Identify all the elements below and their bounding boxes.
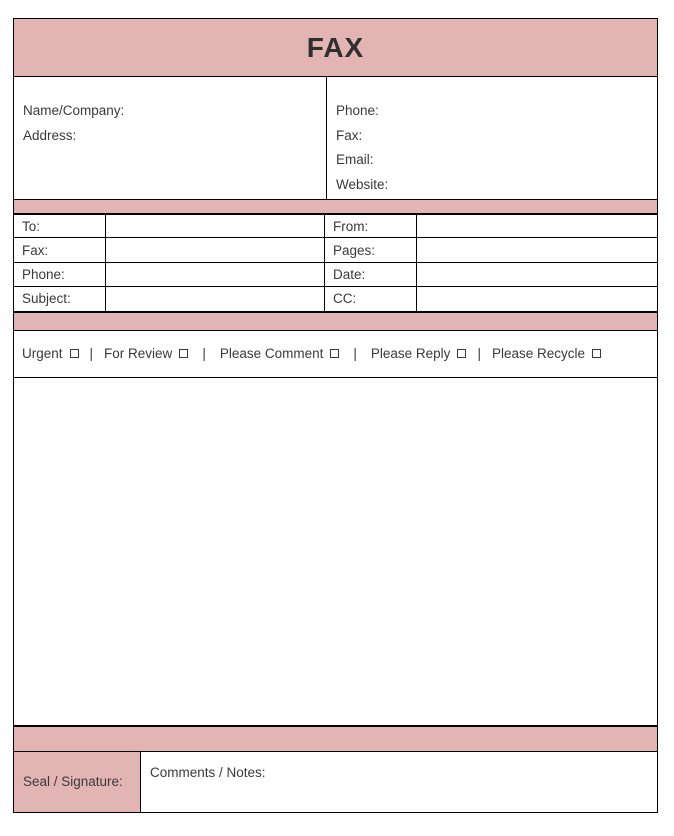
comments-notes-label: Comments / Notes:: [150, 764, 266, 780]
field-phone[interactable]: Phone:: [336, 103, 379, 118]
option-please-comment-label: Please Comment: [219, 346, 324, 362]
field-email[interactable]: Email:: [336, 152, 374, 167]
option-please-reply-label: Please Reply: [370, 346, 451, 362]
table-row: [14, 287, 657, 311]
option-please-recycle[interactable]: [492, 346, 601, 361]
input-fax[interactable]: [106, 238, 325, 261]
label-from: From:: [325, 215, 417, 237]
checkbox-icon[interactable]: [457, 349, 466, 358]
input-from[interactable]: [417, 215, 657, 237]
footer-section: [13, 752, 658, 813]
input-date[interactable]: [417, 263, 657, 286]
message-body-area[interactable]: [13, 378, 658, 726]
document-title-band: [13, 18, 658, 76]
input-to[interactable]: [106, 215, 325, 237]
input-cc[interactable]: [417, 287, 657, 310]
option-for-review[interactable]: [104, 346, 188, 361]
option-please-recycle-label: Please Recycle: [491, 346, 585, 362]
checkbox-icon[interactable]: [592, 349, 601, 358]
option-please-reply[interactable]: [371, 346, 467, 361]
label-cc: CC:: [325, 287, 417, 310]
input-phone[interactable]: [106, 263, 325, 286]
label-fax: Fax:: [14, 238, 106, 261]
table-row: [14, 238, 657, 262]
section-divider-middle: [13, 312, 658, 331]
page-title: FAX: [306, 31, 365, 63]
section-divider-lower: [13, 726, 658, 752]
option-separator: |: [353, 346, 357, 362]
checkbox-icon[interactable]: [70, 349, 79, 358]
fax-cover-sheet: [13, 18, 658, 813]
recipient-details-grid: [13, 214, 658, 312]
option-separator: |: [89, 346, 94, 362]
label-date: Date:: [325, 263, 417, 286]
label-to: To:: [14, 215, 106, 237]
field-website[interactable]: Website:: [336, 176, 389, 192]
input-pages[interactable]: [417, 238, 657, 261]
input-subject[interactable]: [106, 287, 325, 310]
table-row: [14, 263, 657, 287]
fax-options-row: [13, 331, 658, 378]
label-subject: Subject:: [14, 287, 106, 310]
option-please-comment[interactable]: [220, 346, 340, 361]
option-for-review-label: For Review: [104, 346, 173, 362]
label-phone: Phone:: [14, 263, 106, 286]
table-row: [14, 214, 657, 238]
section-divider-upper: [13, 199, 658, 214]
field-name-company[interactable]: Name/Company:: [23, 103, 125, 118]
option-separator: |: [202, 346, 206, 362]
field-fax[interactable]: Fax:: [336, 127, 363, 143]
checkbox-icon[interactable]: [179, 349, 188, 358]
option-urgent[interactable]: [22, 346, 79, 361]
sender-left-column: [14, 77, 327, 199]
field-address[interactable]: Address:: [23, 127, 77, 143]
checkbox-icon[interactable]: [330, 349, 339, 358]
sender-information-section: [13, 76, 658, 199]
comments-notes-cell[interactable]: [141, 752, 657, 812]
option-urgent-label: Urgent: [22, 346, 63, 362]
sender-right-column: [327, 77, 657, 199]
option-separator: |: [477, 346, 481, 362]
seal-signature-cell[interactable]: Seal / Signature:: [14, 752, 141, 812]
label-pages: Pages:: [325, 238, 417, 261]
